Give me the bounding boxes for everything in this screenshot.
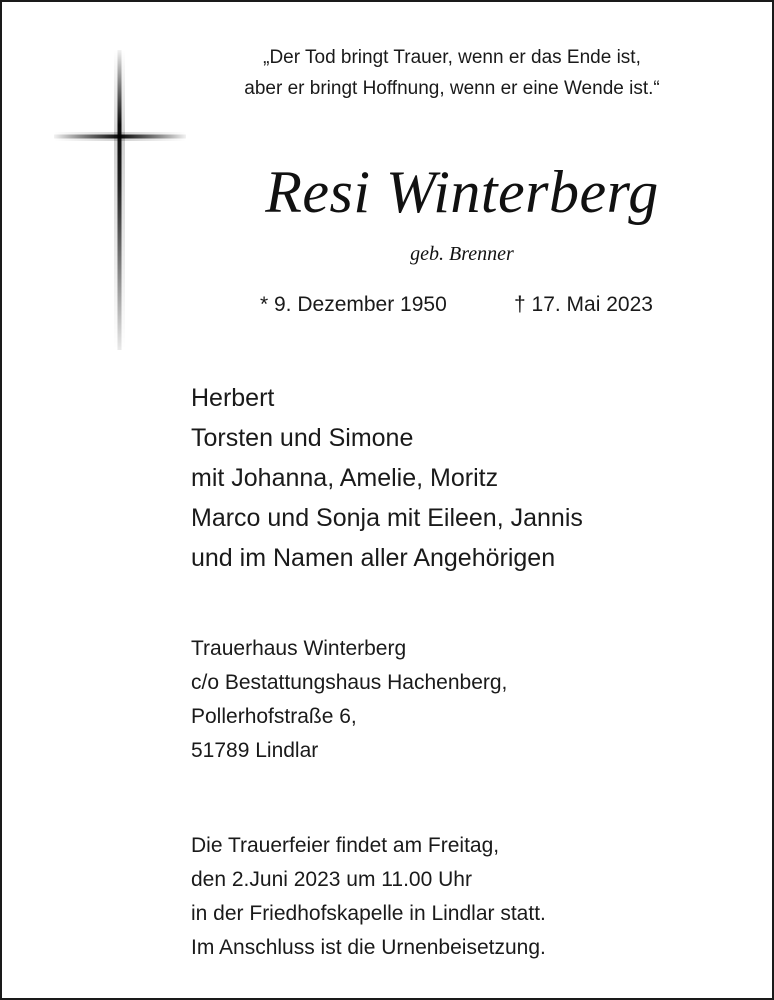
service-line: Im Anschluss ist die Urnenbeisetzung. (191, 936, 546, 959)
deceased-name: Resi Winterberg (265, 159, 659, 225)
address-line: 51789 Lindlar (191, 739, 319, 762)
service-line: Die Trauerfeier findet am Freitag, (191, 834, 500, 857)
address-line: Trauerhaus Winterberg (191, 637, 407, 660)
mourner-line: und im Namen aller Angehörigen (191, 544, 556, 572)
death-date: † 17. Mai 2023 (514, 293, 653, 316)
mourner-line: Marco und Sonja mit Eileen, Jannis (191, 504, 583, 532)
maiden-name: geb. Brenner (410, 243, 514, 265)
service-info (191, 829, 751, 965)
birth-date: * 9. Dezember 1950 (260, 293, 447, 316)
address-line: c/o Bestattungshaus Hachenberg, (191, 671, 508, 694)
quote-line-1: „Der Tod bringt Trauer, wenn er das Ende ist, (263, 47, 641, 68)
mourner-line: mit Johanna, Amelie, Moritz (191, 464, 499, 492)
quote-block (182, 42, 722, 104)
service-line: in der Friedhofskapelle in Lindlar statt. (191, 902, 546, 925)
mourners-list (191, 378, 751, 578)
address-line: Pollerhofstraße 6, (191, 705, 357, 728)
address-block (191, 632, 751, 768)
mourner-line: Herbert (191, 384, 275, 412)
service-line: den 2.Juni 2023 um 11.00 Uhr (191, 868, 472, 891)
quote-line-2: aber er bringt Hoffnung, wenn er eine Wende ist.“ (244, 78, 660, 99)
cross-icon (54, 50, 186, 350)
mourner-line: Torsten und Simone (191, 424, 414, 452)
